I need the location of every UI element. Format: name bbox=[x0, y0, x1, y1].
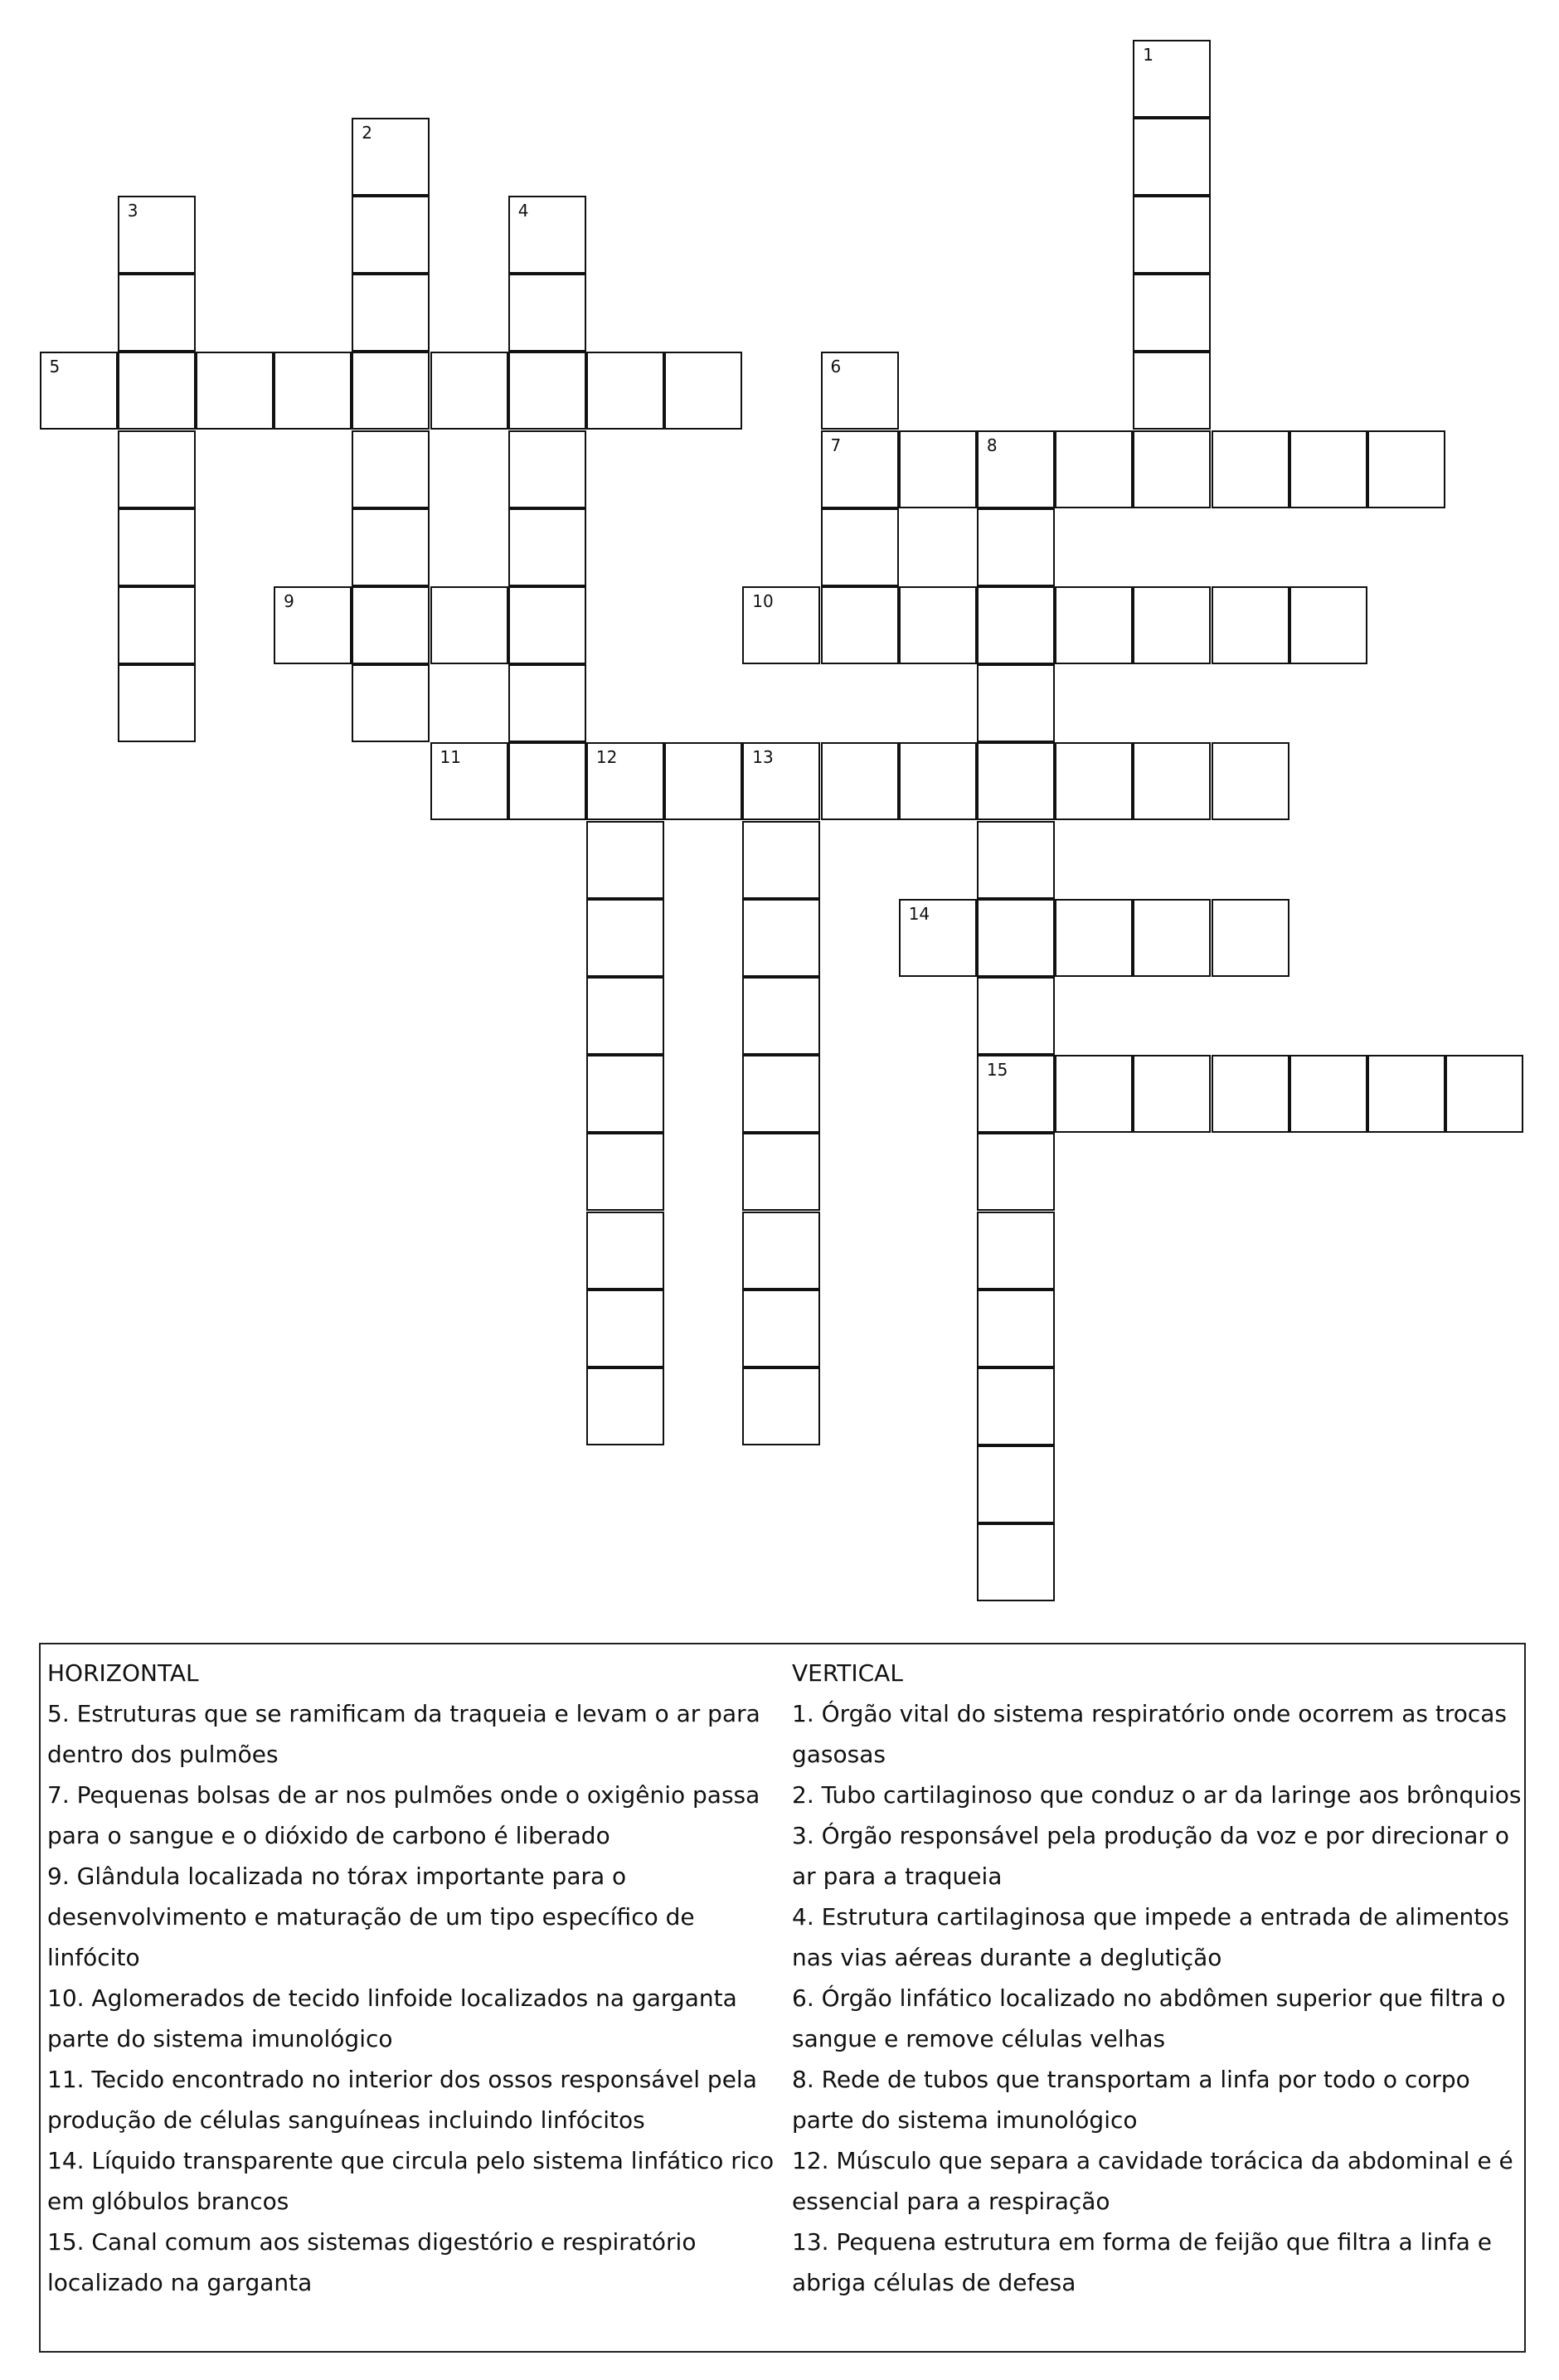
grid-cell[interactable] bbox=[586, 1367, 664, 1445]
grid-cell[interactable] bbox=[1289, 1055, 1367, 1133]
grid-cell[interactable] bbox=[1055, 742, 1133, 820]
grid-cell[interactable] bbox=[899, 430, 977, 508]
vertical-heading: VERTICAL bbox=[792, 1659, 903, 1687]
grid-cell[interactable] bbox=[899, 899, 977, 977]
grid-cell[interactable] bbox=[977, 1055, 1055, 1133]
grid-cell[interactable] bbox=[742, 977, 820, 1055]
grid-cell[interactable] bbox=[274, 586, 352, 664]
grid-cell[interactable] bbox=[664, 352, 742, 430]
clue-box bbox=[39, 1643, 1526, 2353]
grid-cell[interactable] bbox=[1055, 430, 1133, 508]
grid-cell[interactable] bbox=[1133, 118, 1211, 196]
grid-cell[interactable] bbox=[742, 1212, 820, 1290]
grid-cell[interactable] bbox=[352, 430, 430, 508]
grid-cell[interactable] bbox=[118, 196, 196, 274]
grid-cell[interactable] bbox=[1133, 899, 1211, 977]
grid-cell[interactable] bbox=[586, 742, 664, 820]
grid-cell[interactable] bbox=[742, 586, 820, 664]
grid-cell[interactable] bbox=[196, 352, 274, 430]
grid-cell[interactable] bbox=[1133, 196, 1211, 274]
clue-number: 3 bbox=[127, 200, 138, 221]
grid-cell[interactable] bbox=[977, 1212, 1055, 1290]
vertical-clue-8: 8. Rede de tubos que transportam a linfa por todo o corpo parte do sistema imunológico bbox=[792, 2066, 1470, 2134]
grid-cell[interactable] bbox=[821, 508, 899, 586]
grid-cell[interactable] bbox=[899, 742, 977, 820]
grid-cell[interactable] bbox=[977, 430, 1055, 508]
grid-cell[interactable] bbox=[1212, 430, 1289, 508]
grid-cell[interactable] bbox=[977, 899, 1055, 977]
grid-cell[interactable] bbox=[1289, 430, 1367, 508]
grid-cell[interactable] bbox=[1212, 899, 1289, 977]
grid-cell[interactable] bbox=[352, 586, 430, 664]
grid-cell[interactable] bbox=[977, 1133, 1055, 1211]
grid-cell[interactable] bbox=[977, 1523, 1055, 1601]
grid-cell[interactable] bbox=[586, 1133, 664, 1211]
grid-cell[interactable] bbox=[977, 1445, 1055, 1523]
clue-number: 5 bbox=[49, 357, 61, 377]
grid-cell[interactable] bbox=[821, 352, 899, 430]
vertical-clue-2: 2. Tubo cartilaginoso que conduz o ar da laringe aos brônquios bbox=[792, 1781, 1522, 1809]
horizontal-clue-14: 14. Líquido transparente que circula pelo sistema linfático rico em glóbulos brancos bbox=[47, 2147, 775, 2215]
clue-number: 14 bbox=[908, 903, 930, 924]
grid-cell[interactable] bbox=[586, 977, 664, 1055]
grid-cell[interactable] bbox=[1445, 1055, 1523, 1133]
clue-number: 13 bbox=[752, 747, 774, 768]
grid-cell[interactable] bbox=[1212, 1055, 1289, 1133]
grid-cell[interactable] bbox=[1133, 352, 1211, 430]
grid-cell[interactable] bbox=[352, 118, 430, 196]
grid-cell[interactable] bbox=[899, 586, 977, 664]
vertical-clue-3: 3. Órgão responsável pela produção da voz e por direcionar o ar para a traqueia bbox=[792, 1822, 1509, 1890]
clue-number: 7 bbox=[830, 435, 842, 455]
grid-cell[interactable] bbox=[1212, 742, 1289, 820]
grid-cell[interactable] bbox=[1133, 1055, 1211, 1133]
grid-cell[interactable] bbox=[430, 586, 508, 664]
grid-cell[interactable] bbox=[977, 821, 1055, 899]
clue-number: 10 bbox=[752, 590, 774, 611]
vertical-clue-1: 1. Órgão vital do sistema respiratório onde ocorrem as trocas gasosas bbox=[792, 1700, 1508, 1768]
grid-cell[interactable] bbox=[742, 1290, 820, 1367]
grid-cell[interactable] bbox=[977, 742, 1055, 820]
grid-cell[interactable] bbox=[1133, 40, 1211, 118]
grid-cell[interactable] bbox=[1055, 899, 1133, 977]
grid-cell[interactable] bbox=[742, 821, 820, 899]
grid-cell[interactable] bbox=[430, 352, 508, 430]
grid-cell[interactable] bbox=[118, 430, 196, 508]
horizontal-clue-11: 11. Tecido encontrado no interior dos ossos responsável pela produção de células sanguíneas incluindo linfócitos bbox=[47, 2066, 757, 2134]
horizontal-clue-10: 10. Aglomerados de tecido linfoide localizados na garganta parte do sistema imunológico bbox=[47, 1984, 737, 2052]
grid-cell[interactable] bbox=[508, 508, 586, 586]
clue-number: 8 bbox=[986, 435, 998, 455]
clue-number: 6 bbox=[830, 357, 842, 377]
grid-cell[interactable] bbox=[586, 899, 664, 977]
horizontal-heading: HORIZONTAL bbox=[47, 1659, 199, 1687]
grid-cell[interactable] bbox=[977, 586, 1055, 664]
grid-cell[interactable] bbox=[1133, 586, 1211, 664]
grid-cell[interactable] bbox=[1367, 1055, 1445, 1133]
grid-cell[interactable] bbox=[821, 430, 899, 508]
clue-number: 1 bbox=[1143, 44, 1154, 65]
clue-number: 12 bbox=[595, 747, 618, 768]
horizontal-clues bbox=[47, 1653, 777, 2303]
grid-cell[interactable] bbox=[352, 508, 430, 586]
grid-cell[interactable] bbox=[821, 742, 899, 820]
grid-cell[interactable] bbox=[1133, 430, 1211, 508]
grid-cell[interactable] bbox=[586, 821, 664, 899]
grid-cell[interactable] bbox=[977, 1367, 1055, 1445]
grid-cell[interactable] bbox=[508, 274, 586, 352]
horizontal-clue-9: 9. Glândula localizada no tórax importante para o desenvolvimento e maturação de um tipo específico de linfócito bbox=[47, 1863, 695, 1971]
grid-cell[interactable] bbox=[977, 664, 1055, 742]
clue-number: 2 bbox=[362, 122, 373, 143]
grid-cell[interactable] bbox=[352, 196, 430, 274]
grid-cell[interactable] bbox=[977, 508, 1055, 586]
grid-cell[interactable] bbox=[586, 1055, 664, 1133]
grid-cell[interactable] bbox=[1133, 742, 1211, 820]
grid-cell[interactable] bbox=[821, 586, 899, 664]
grid-cell[interactable] bbox=[508, 196, 586, 274]
grid-cell[interactable] bbox=[1289, 586, 1367, 664]
grid-cell[interactable] bbox=[274, 352, 352, 430]
vertical-clue-4: 4. Estrutura cartilaginosa que impede a entrada de alimentos nas vias aéreas durante a deglutição bbox=[792, 1903, 1509, 1971]
horizontal-clue-5: 5. Estruturas que se ramificam da traqueia e levam o ar para dentro dos pulmões bbox=[47, 1700, 760, 1768]
grid-cell[interactable] bbox=[742, 899, 820, 977]
grid-cell[interactable] bbox=[742, 1133, 820, 1211]
grid-cell[interactable] bbox=[742, 1055, 820, 1133]
grid-cell[interactable] bbox=[118, 508, 196, 586]
grid-cell[interactable] bbox=[508, 430, 586, 508]
grid-cell[interactable] bbox=[352, 352, 430, 430]
grid-cell[interactable] bbox=[977, 1290, 1055, 1367]
grid-cell[interactable] bbox=[1055, 1055, 1133, 1133]
grid-cell[interactable] bbox=[508, 742, 586, 820]
clue-number: 15 bbox=[986, 1060, 1008, 1081]
vertical-clue-13: 13. Pequena estrutura em forma de feijão que filtra a linfa e abriga células de defesa bbox=[792, 2228, 1493, 2296]
vertical-clue-12: 12. Músculo que separa a cavidade torácica da abdominal e é essencial para a respiração bbox=[792, 2147, 1513, 2215]
grid-cell[interactable] bbox=[977, 977, 1055, 1055]
grid-cell[interactable] bbox=[586, 1212, 664, 1290]
clue-number: 4 bbox=[517, 200, 529, 221]
grid-cell[interactable] bbox=[352, 664, 430, 742]
grid-cell[interactable] bbox=[1367, 430, 1445, 508]
grid-cell[interactable] bbox=[508, 664, 586, 742]
grid-cell[interactable] bbox=[40, 352, 118, 430]
vertical-clues bbox=[792, 1653, 1522, 2303]
grid-cell[interactable] bbox=[118, 274, 196, 352]
grid-cell[interactable] bbox=[742, 742, 820, 820]
grid-cell[interactable] bbox=[664, 742, 742, 820]
grid-cell[interactable] bbox=[742, 1367, 820, 1445]
grid-cell[interactable] bbox=[118, 586, 196, 664]
grid-cell[interactable] bbox=[1212, 586, 1289, 664]
grid-cell[interactable] bbox=[508, 352, 586, 430]
horizontal-clue-7: 7. Pequenas bolsas de ar nos pulmões onde o oxigênio passa para o sangue e o dióxido de carbono é liberado bbox=[47, 1781, 760, 1849]
grid-cell[interactable] bbox=[586, 352, 664, 430]
grid-cell[interactable] bbox=[118, 664, 196, 742]
clue-number: 11 bbox=[440, 747, 461, 768]
grid-cell[interactable] bbox=[352, 274, 430, 352]
grid-cell[interactable] bbox=[508, 586, 586, 664]
grid-cell[interactable] bbox=[1133, 274, 1211, 352]
grid-cell[interactable] bbox=[430, 742, 508, 820]
vertical-clue-6: 6. Órgão linfático localizado no abdômen superior que filtra o sangue e remove células velhas bbox=[792, 1984, 1506, 2052]
grid-cell[interactable] bbox=[1055, 586, 1133, 664]
clue-number: 9 bbox=[284, 590, 294, 611]
grid-cell[interactable] bbox=[586, 1290, 664, 1367]
grid-cell[interactable] bbox=[118, 352, 196, 430]
horizontal-clue-15: 15. Canal comum aos sistemas digestório e respiratório localizado na garganta bbox=[47, 2228, 697, 2296]
